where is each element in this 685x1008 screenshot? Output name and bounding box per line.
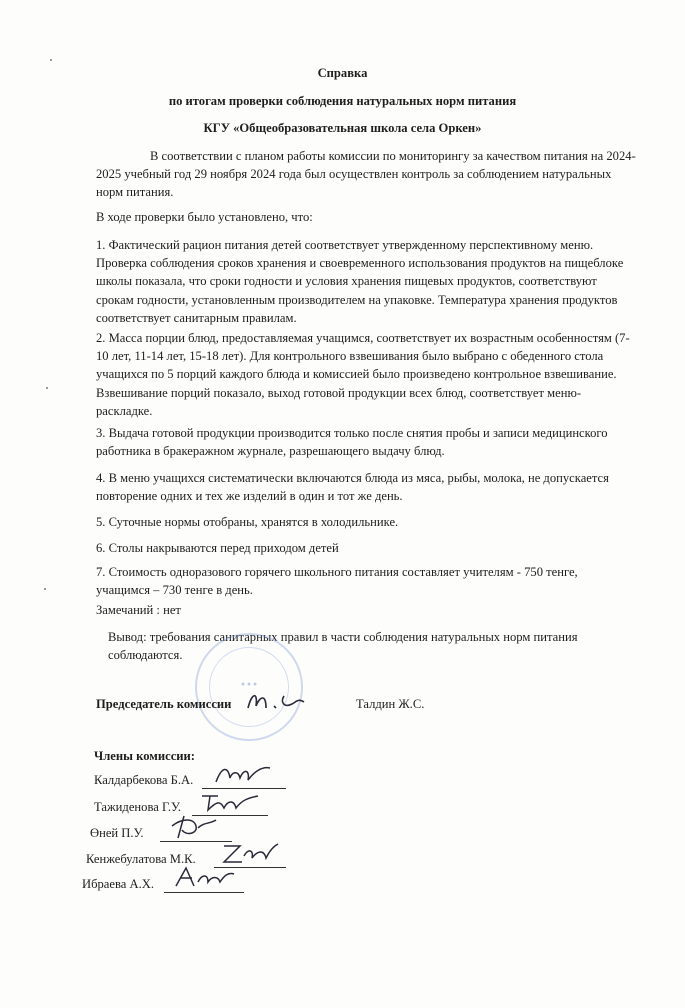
findings-intro: В ходе проверки было установлено, что: (96, 210, 313, 224)
member-name: Ибраева А.Х. (82, 877, 154, 891)
scan-speck (50, 59, 52, 61)
member-name: Кенжебулатова М.К. (86, 852, 196, 866)
finding-item-3: 3. Выдача готовой продукции производится только после снятия пробы и записи медицинского работника в бракеражном журнале, разрешающего выдачу блюд. (96, 426, 608, 459)
finding-item-7: 7. Стоимость одноразового горячего школьного питания составляет учителям - 750 тенге, учащимся – 730 тенге в день. (96, 565, 578, 598)
school-name: КГУ «Общеобразовательная школа села Оркен» (203, 121, 482, 135)
member-name: Өней П.У. (90, 826, 144, 840)
scan-speck (44, 588, 46, 590)
intro-paragraph: В соответствии с планом работы комиссии по мониторингу за качеством питания на 2024- 2025 учебный год 29 ноября 2024 года был осуществлен контроль за соблюдением натуральных норм питания. (96, 149, 636, 200)
signature-line (164, 892, 244, 893)
official-stamp: ● ● ● (195, 633, 303, 741)
chairman-name: Талдин Ж.С. (356, 697, 425, 711)
finding-item-2: 2. Масса порции блюд, предоставляемая учащимся, соответствует их возрастным особенностям (7- 10 лет, 11-14 лет, 15-18 лет). Для контрольного взвешивания было выбрано с обеденного стола учащихся по 5 порций каждого блюда и комиссией было произведено контрольное взвешивание. Взвешивание порций показало, выход готовой продукции всех блюд, соответствует меню- раскладке. (96, 331, 630, 418)
member-name: Калдарбекова Б.А. (94, 773, 194, 787)
document-title: Справка (317, 66, 368, 80)
chairman-label: Председатель комиссии (96, 697, 232, 711)
member-signature (164, 812, 226, 842)
scan-speck (46, 387, 48, 389)
finding-item-4: 4. В меню учащихся систематически включаются блюда из мяса, рыбы, молока, не допускается повторение одних и тех же изделий в один и тот же день. (96, 471, 609, 504)
finding-item-6: 6. Столы накрываются перед приходом детей (96, 541, 339, 555)
finding-item-5: 5. Суточные нормы отобраны, хранятся в холодильнике. (96, 515, 399, 529)
document-subtitle: по итогам проверки соблюдения натуральных норм питания (168, 94, 517, 108)
member-signature (212, 762, 276, 788)
member-name: Тажиденова Г.У. (94, 800, 181, 814)
conclusion: Вывод: требования санитарных правил в части соблюдения натуральных норм питания соблюдаются. (108, 630, 578, 663)
members-label: Члены комиссии: (94, 749, 196, 763)
remarks: Замечаний : нет (96, 603, 181, 617)
member-signature (172, 864, 236, 892)
finding-item-1: 1. Фактический рацион питания детей соответствует утвержденному перспективному меню. Проверка соблюдения сроков хранения и своевременного использования продуктов на пищеблоке школы показала, что сроки годности и условия хранения пищевых продуктов, соответствуют срокам годности, установленным производителем на упаковке. Температура хранения продуктов соответствует санитарным правилам. (96, 238, 624, 325)
chairman-signature (244, 688, 314, 714)
